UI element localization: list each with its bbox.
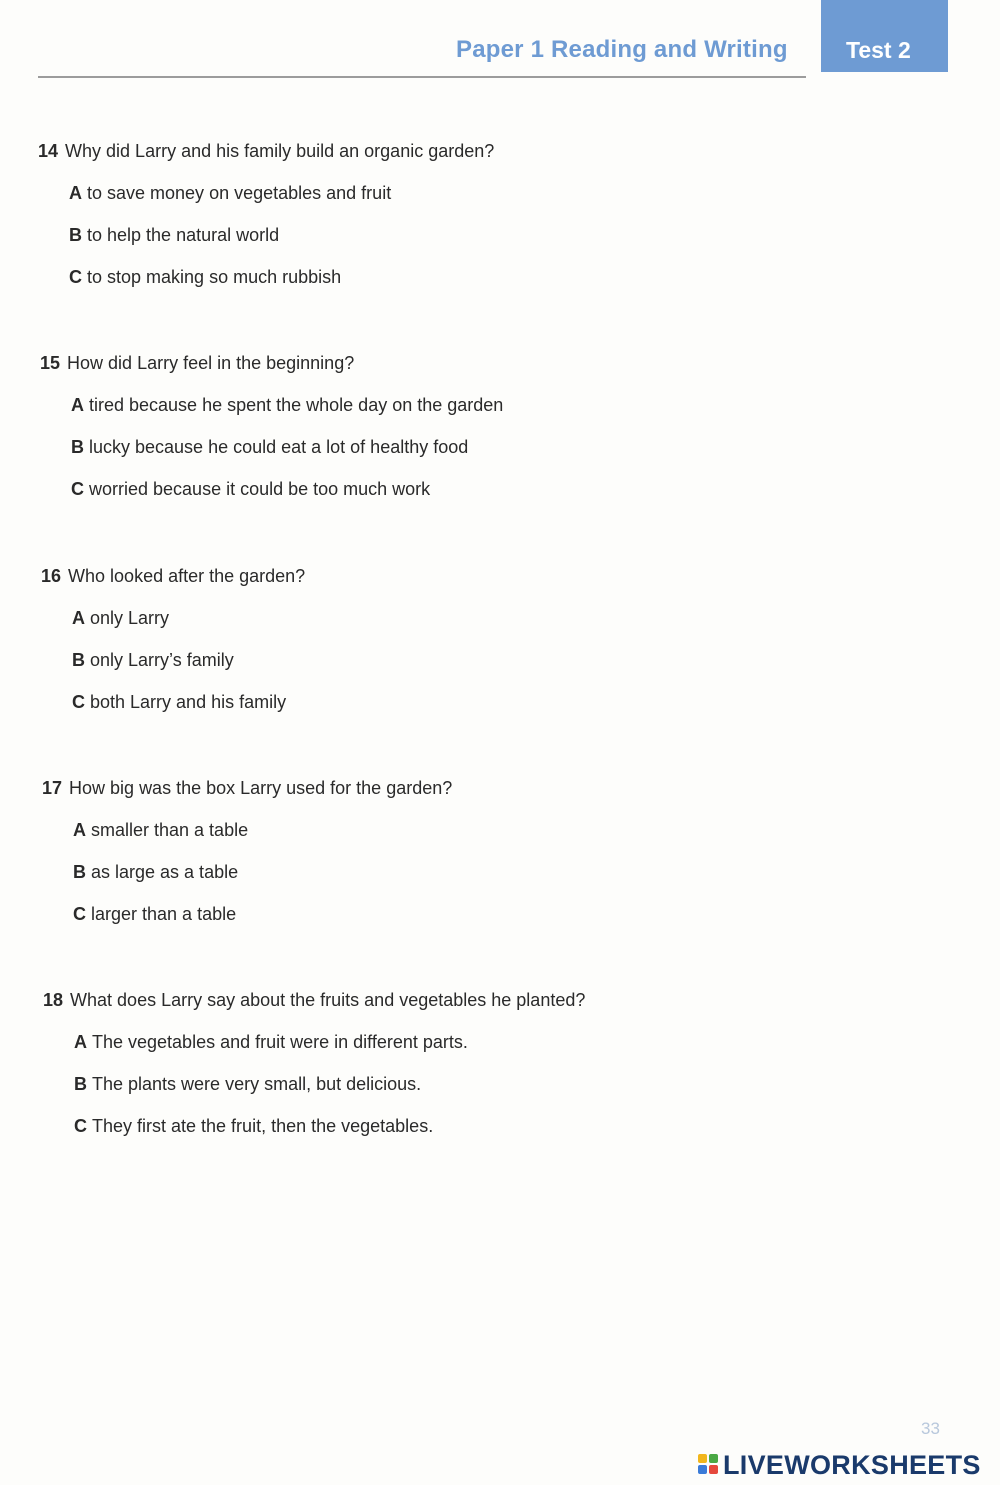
option-letter: A: [73, 820, 86, 840]
option-a[interactable]: [71, 394, 503, 416]
question-number: 17: [42, 778, 63, 798]
question-14: [38, 140, 494, 288]
option-text: lucky because he could eat a lot of healthy food: [89, 437, 469, 457]
test-tab-label: Test 2: [846, 37, 911, 63]
option-text: tired because he spent the whole day on the garden: [89, 395, 504, 415]
option-text: as large as a table: [91, 862, 239, 882]
option-text: The plants were very small, but delicious.: [92, 1074, 422, 1094]
option-text: only Larry: [90, 608, 170, 628]
option-a[interactable]: [73, 819, 452, 841]
option-letter: C: [72, 692, 85, 712]
option-b[interactable]: [74, 1073, 585, 1095]
question-number: 15: [40, 353, 61, 373]
option-c[interactable]: [72, 691, 305, 713]
option-a[interactable]: [69, 182, 494, 204]
liveworksheets-logo[interactable]: [698, 1451, 981, 1479]
option-text: smaller than a table: [91, 820, 249, 840]
question-15: [40, 352, 503, 500]
option-letter: C: [69, 267, 82, 287]
question-number: 18: [43, 990, 64, 1010]
option-letter: A: [71, 395, 84, 415]
option-text: only Larry’s family: [90, 650, 234, 670]
question-text: What does Larry say about the fruits and vegetables he planted?: [70, 990, 586, 1010]
option-b[interactable]: [69, 224, 494, 246]
option-c[interactable]: [69, 266, 494, 288]
option-letter: B: [71, 437, 84, 457]
option-letter: A: [72, 608, 85, 628]
option-b[interactable]: [73, 861, 452, 883]
question-number: 16: [41, 566, 62, 586]
option-text: larger than a table: [91, 904, 237, 924]
option-letter: A: [74, 1032, 87, 1052]
option-text: They first ate the fruit, then the vegetables.: [92, 1116, 434, 1136]
header-divider: [38, 76, 806, 78]
page-number: 33: [921, 1419, 940, 1438]
option-a[interactable]: [74, 1031, 585, 1053]
question-text: Why did Larry and his family build an organic garden?: [65, 141, 495, 161]
option-c[interactable]: [71, 478, 503, 500]
option-letter: C: [71, 479, 84, 499]
option-a[interactable]: [72, 607, 305, 629]
question-17: [42, 777, 452, 925]
option-text: both Larry and his family: [90, 692, 287, 712]
option-text: worried because it could be too much work: [89, 479, 431, 499]
option-letter: B: [72, 650, 85, 670]
option-letter: B: [73, 862, 86, 882]
question-16: [41, 565, 305, 713]
question-18: [43, 989, 585, 1137]
option-letter: B: [74, 1074, 87, 1094]
logo-text: LIVEWORKSHEETS: [723, 1449, 981, 1480]
option-letter: C: [74, 1116, 87, 1136]
test-tab: [821, 0, 948, 72]
page-header-title: Paper 1 Reading and Writing: [456, 36, 788, 63]
option-b[interactable]: [72, 649, 305, 671]
option-letter: A: [69, 183, 82, 203]
option-text: to help the natural world: [87, 225, 280, 245]
liveworksheets-logo-icon: [698, 1454, 720, 1476]
option-c[interactable]: [74, 1115, 585, 1137]
option-letter: C: [73, 904, 86, 924]
option-text: The vegetables and fruit were in different parts.: [92, 1032, 468, 1052]
question-number: 14: [38, 141, 59, 161]
option-letter: B: [69, 225, 82, 245]
question-text: How did Larry feel in the beginning?: [67, 353, 355, 373]
question-text: How big was the box Larry used for the garden?: [69, 778, 453, 798]
option-text: to save money on vegetables and fruit: [87, 183, 392, 203]
option-b[interactable]: [71, 436, 503, 458]
question-text: Who looked after the garden?: [68, 566, 306, 586]
option-text: to stop making so much rubbish: [87, 267, 342, 287]
option-c[interactable]: [73, 903, 452, 925]
